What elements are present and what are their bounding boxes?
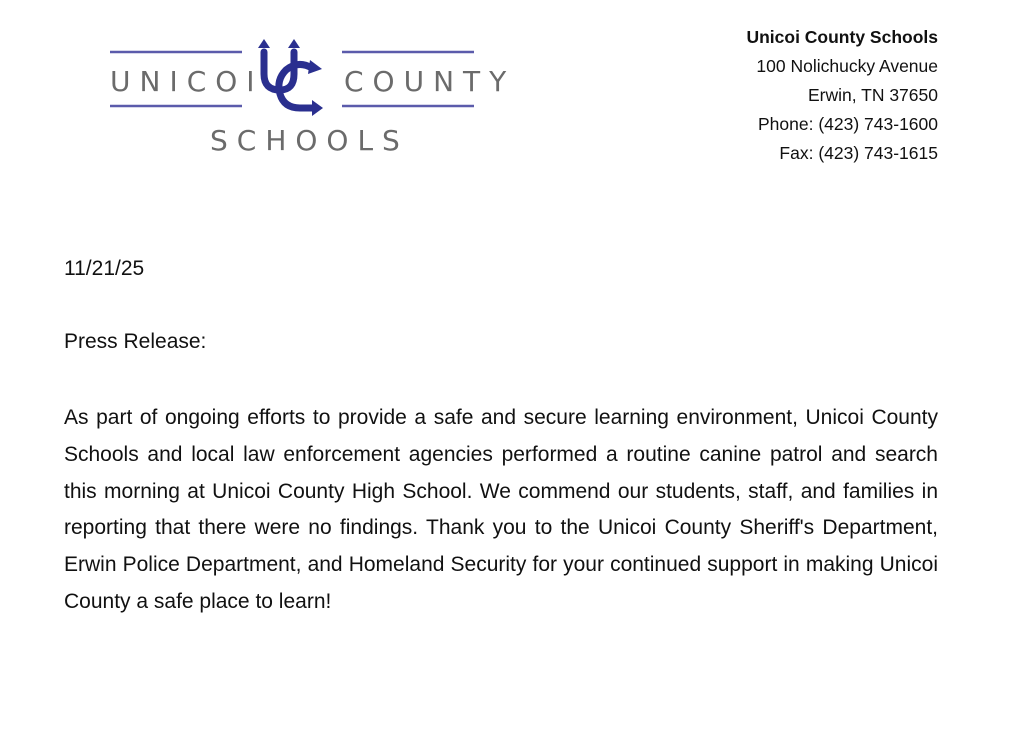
logo-word-right: COUNTY — [344, 65, 516, 98]
logo-uc-mark-icon — [264, 52, 314, 108]
city-state-zip: Erwin, TN 37650 — [807, 85, 938, 105]
org-name: Unicoi County Schools — [746, 27, 938, 47]
school-logo — [108, 38, 516, 158]
document-heading: Press Release: — [64, 330, 207, 353]
logo-arrow-up-icon — [258, 39, 270, 48]
fax-number: Fax: (423) 743-1615 — [779, 143, 938, 163]
letterhead-address — [746, 23, 938, 168]
logo-word-bottom: SCHOOLS — [210, 124, 409, 157]
logo-arrow-right-top-icon — [308, 60, 322, 74]
phone-number: Phone: (423) 743-1600 — [758, 114, 938, 134]
document-date: 11/21/25 — [64, 257, 145, 280]
logo-arrow-right-bottom-icon — [312, 100, 323, 116]
logo-graphic — [108, 38, 516, 158]
logo-word-left: UNICOI — [110, 65, 264, 98]
press-release-body: As part of ongoing efforts to provide a safe and secure learning environment, Unicoi County Schools and local law enforcement agencies performed a routine canine patrol and search this morning at Unicoi County High School. We commend our students, staff, and families in reporting that there were no findings. Thank you to the Unicoi County Sheriff's Department, Erwin Police Department, and Homeland Security for your continued support in making Unicoi County a safe place to learn! — [64, 406, 938, 613]
street-address: 100 Nolichucky Avenue — [756, 56, 938, 76]
logo-arrow-up-right-icon — [288, 39, 300, 48]
